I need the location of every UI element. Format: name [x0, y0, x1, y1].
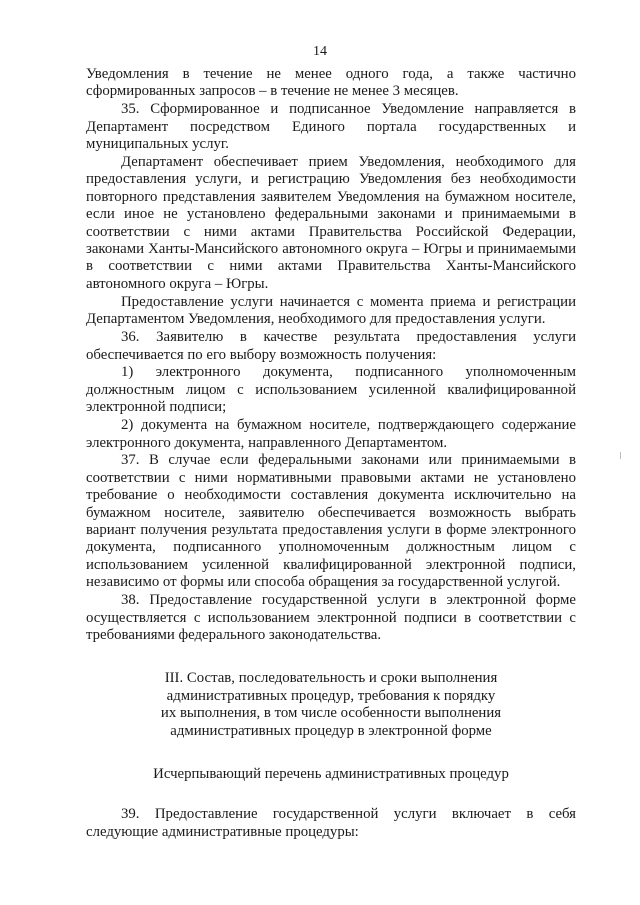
- subheading: Исчерпывающий перечень административных процедур: [153, 766, 509, 783]
- section-heading-line-2: административных процедур, требования к порядку: [166, 687, 496, 704]
- paragraph-item-38: 38. Предоставление государственной услуги в электронной форме осуществляется с использованием электронной подписи в соответствии с требованиями федерального законодательства.: [86, 592, 576, 643]
- paragraph-item-35: 35. Сформированное и подписанное Уведомление направляется в Департамент посредством Единого портала государственных и муниципальных услуг.: [86, 101, 576, 153]
- paragraph-item-37: 37. В случае если федеральными законами или принимаемыми в соответствии с ними нормативными правовыми актами не установлено требование о необходимости составления документа исключительно на бумажном носителе, заявителю обеспечивается возможность выбрать вариант получения результата предоставления услуги в форме электронного документа, подписанного уполномоченным должностным лицом с использованием усиленной квалифицированной электронной подписи, независимо от формы или способа обращения за государственной услугой.: [86, 452, 576, 591]
- paragraph-item-36-option-1: 1) электронного документа, подписанного уполномоченным должностным лицом с использованием усиленной квалифицированной электронной подписи;: [86, 364, 576, 416]
- section-heading-line-3: их выполнения, в том числе особенности выполнения: [160, 705, 502, 722]
- scan-edge-mark: [620, 452, 621, 459]
- document-body: [86, 66, 576, 841]
- page-number: 14: [313, 44, 327, 59]
- paragraph-item-36: 36. Заявителю в качестве результата предоставления услуги обеспечивается по его выбору возможность получения:: [86, 329, 576, 363]
- paragraph-continuation: Уведомления в течение не менее одного года, а также частично сформированных запросов – в течение не менее 3 месяцев.: [86, 66, 576, 100]
- section-heading-line-1: III. Состав, последовательность и сроки выполнения: [164, 670, 498, 687]
- section-heading-line-4: административных процедур в электронной форме: [170, 722, 492, 739]
- paragraph-service-start: Предоставление услуги начинается с момента приема и регистрации Департаментом Уведомления, необходимого для предоставления услуги.: [86, 293, 576, 328]
- paragraph-department-acceptance: Департамент обеспечивает прием Уведомления, необходимого для предоставления услуги, и регистрацию Уведомления без необходимости повторного представления заявителем Уведомления на бумажном носителе, если иное не установлено федеральными законами и принимаемыми в соответствии с ними актами Правительства Российской Федерации, законами Ханты-Мансийского автономного округа – Югры и принимаемыми в соответствии с ними актами Правительства Ханты-Мансийского автономного округа – Югры.: [86, 154, 576, 292]
- section-heading: [86, 670, 576, 740]
- paragraph-item-39: 39. Предоставление государственной услуги включает в себя следующие административные процедуры:: [86, 806, 576, 840]
- paragraph-item-36-option-2: 2) документа на бумажном носителе, подтверждающего содержание электронного документа, направленного Департаментом.: [86, 417, 576, 451]
